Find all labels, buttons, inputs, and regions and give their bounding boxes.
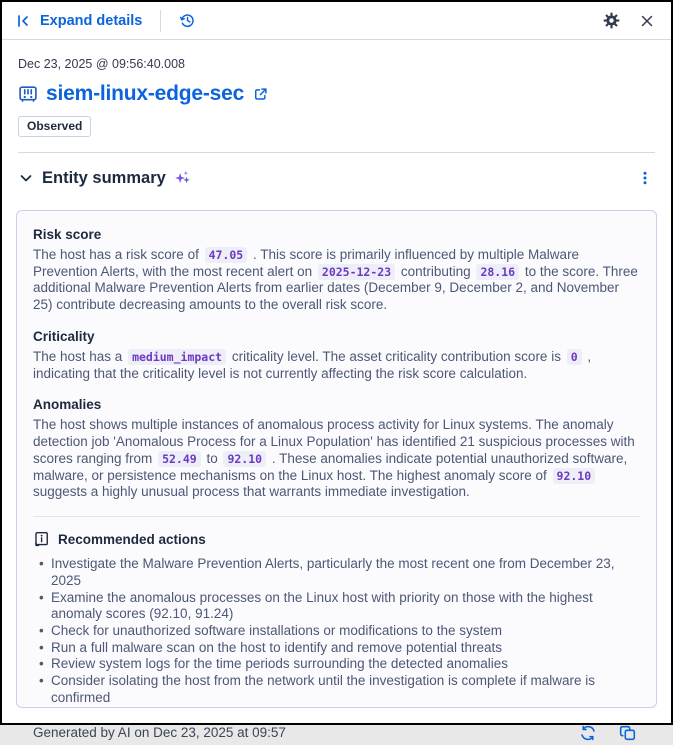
history-icon	[179, 12, 196, 29]
close-flyout-button[interactable]	[635, 9, 659, 33]
inline-code-value: 2025-12-23	[318, 264, 395, 280]
settings-button[interactable]	[599, 9, 623, 33]
toolbar-divider	[160, 10, 161, 32]
inline-code-value: 92.10	[223, 451, 266, 467]
section-paragraph: The host has a risk score of 47.05 . This score is primarily influenced by multiple Malware Prevention Alerts, with the most recent alert on 2025-12-23 contributing 28.16 to the score. Three additional Malware Prevention Alerts from earlier dates (December 9, December 2, and November 25) contribute decreasing amounts to the overall risk score.	[33, 247, 638, 313]
recommended-actions-header	[33, 531, 640, 548]
inline-code-value: 47.05	[205, 247, 248, 263]
copy-button[interactable]	[616, 721, 640, 745]
inline-code-value: 28.16	[476, 264, 519, 280]
action-item: • Investigate the Malware Prevention Alerts, particularly the most recent one from December 23, 2025	[33, 556, 640, 589]
toolbar-right-group	[599, 9, 659, 33]
collapse-panel-icon	[16, 13, 32, 29]
entity-summary-title: Entity summary	[42, 168, 166, 187]
host-name: siem-linux-edge-sec	[46, 82, 245, 105]
action-item: • Review system logs for the time periods surrounding the detected anomalies	[33, 656, 640, 673]
entity-summary-options-button[interactable]	[635, 168, 655, 188]
summary-sections	[33, 227, 640, 516]
entity-summary-header	[2, 153, 671, 188]
chevron-down-icon	[18, 170, 34, 186]
external-link-icon	[252, 86, 269, 103]
flyout-toolbar	[2, 2, 671, 40]
recommended-actions-list	[33, 556, 640, 707]
inline-code-value: 52.49	[158, 451, 201, 467]
inline-code-value: 92.10	[553, 468, 596, 484]
action-item: • Run a full malware scan on the host to identify and remove potential threats	[33, 640, 640, 657]
action-item: • Check for unauthorized software installations or modifications to the system	[33, 623, 640, 640]
expand-details-label: Expand details	[40, 12, 143, 29]
copy-icon	[619, 724, 637, 742]
action-item: • Consider isolating the host from the network until the investigation is complete if malware is confirmed	[33, 673, 640, 706]
close-icon	[639, 13, 655, 29]
summary-footer	[33, 707, 640, 745]
section-paragraph: The host shows multiple instances of anomalous process activity for Linux systems. The anomaly detection job 'Anomalous Process for a Linux Population' has identified 21 suspicious processes with scores ranging from 52.49 to 92.10 . These anomalies indicate potential unauthorized software, malware, or persistence mechanisms on the Linux host. The highest anomaly score of 92.10 suggests a highly unusual process that warrants immediate investigation.	[33, 417, 635, 500]
regenerate-button[interactable]	[576, 721, 600, 745]
sparkles-icon	[173, 169, 192, 188]
storage-icon	[18, 84, 38, 104]
section-heading: Criticality	[33, 328, 95, 344]
documentation-icon	[33, 531, 50, 548]
entity-summary-panel	[16, 210, 657, 741]
entity-summary-toggle[interactable]	[18, 170, 34, 186]
action-item: • Examine the anomalous processes on the Linux host with priority on those with the highest anomaly scores (92.10, 91.24)	[33, 590, 640, 623]
status-badge: Observed	[18, 116, 91, 137]
expand-details-button[interactable]	[16, 13, 142, 29]
entity-title-row	[18, 82, 655, 106]
panel-divider	[33, 516, 640, 517]
toolbar-left-group	[16, 9, 199, 33]
host-name-link[interactable]	[18, 82, 269, 106]
section-heading: Anomalies	[33, 397, 102, 413]
generated-by-text: Generated by AI on Dec 23, 2025 at 09:57	[33, 725, 286, 741]
section-paragraph: The host has a medium_impact criticality level. The asset criticality contribution score is 0 , indicating that the criticality level is not currently affecting the risk score calculation.	[33, 348, 592, 381]
summary-footer-actions	[576, 721, 640, 745]
event-timestamp: Dec 23, 2025 @ 09:56:40.008	[18, 57, 185, 71]
entity-header	[2, 40, 671, 153]
inline-code-value: medium_impact	[128, 349, 226, 365]
history-button[interactable]	[175, 9, 199, 33]
gear-icon	[603, 12, 620, 29]
recommended-actions-title: Recommended actions	[58, 532, 206, 548]
vertical-dots-icon	[637, 170, 653, 186]
refresh-icon	[579, 724, 597, 742]
inline-code-value: 0	[567, 349, 582, 365]
section-heading: Risk score	[33, 227, 102, 242]
